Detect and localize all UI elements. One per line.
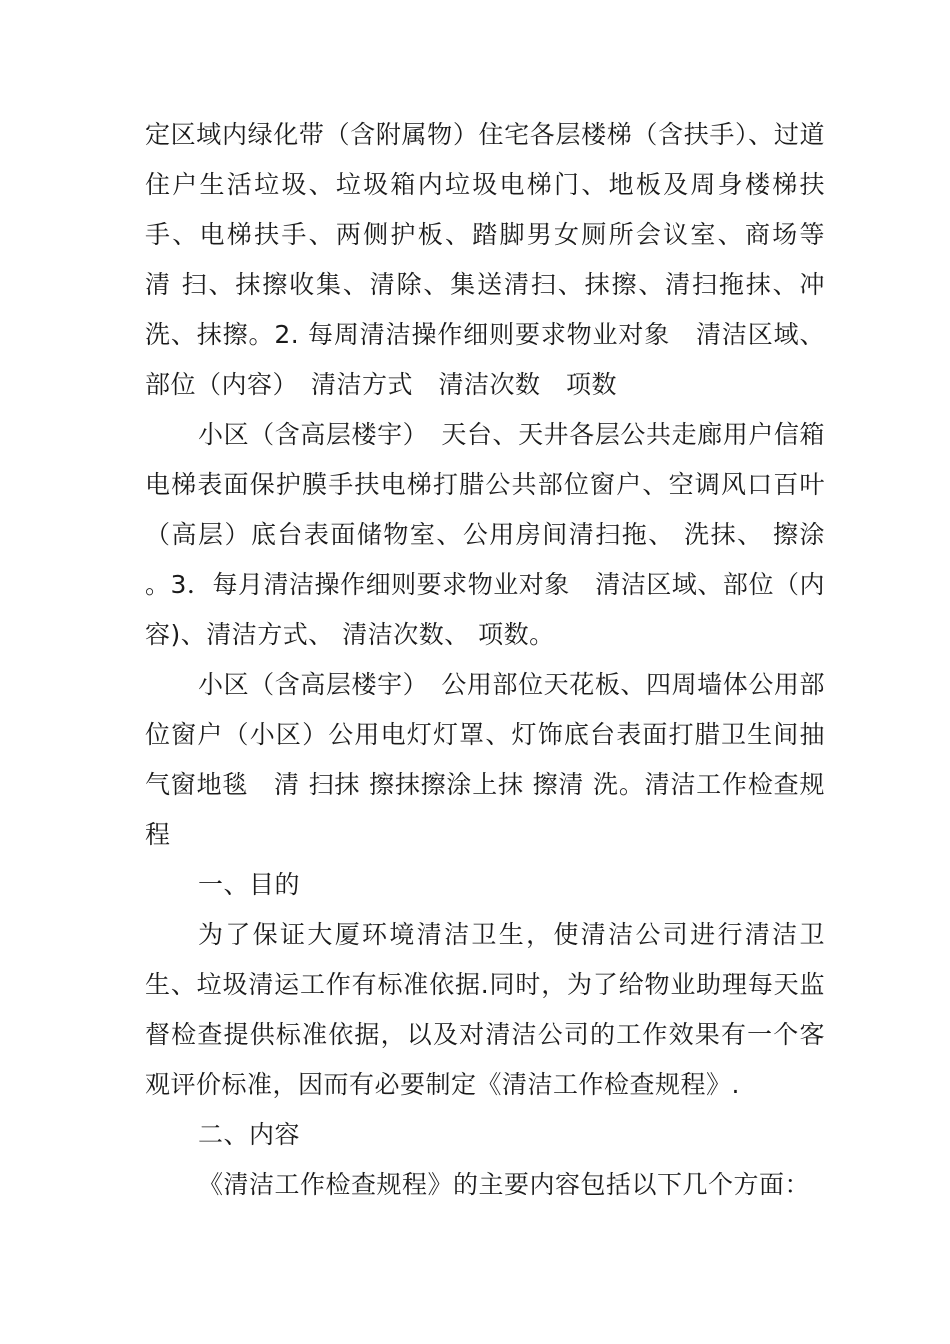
document-page bbox=[145, 110, 851, 1210]
paragraph-purpose: 为了保证大厦环境清洁卫生，使清洁公司进行清洁卫生、垃圾清运工作有标准依据.同时，为了给物业助理每天监督检查提供标准依据，以及对清洁公司的工作效果有一个客观评价标准，因而有必要制定《清洁工作检查规程》. bbox=[145, 920, 825, 1099]
section-heading-purpose: 一、目的 bbox=[198, 870, 301, 899]
section-heading-content: 二、内容 bbox=[198, 1120, 301, 1149]
paragraph-monthly-details: 小区（含高层楼宇） 公用部位天花板、四周墙体公用部位窗户（小区）公用电灯灯罩、灯饰底台表面打腊卫生间抽气窗地毯 清 扫抹 擦抹擦涂上抹 擦清 洗。清洁工作检查规程 bbox=[145, 670, 825, 849]
paragraph-weekly-details: 小区（含高层楼宇） 天台、天井各层公共走廊用户信箱电梯表面保护膜手扶电梯打腊公共部位窗户、空调风口百叶（高层）底台表面储物室、公用房间清扫拖、 洗抹、 擦涂 。3．每月清洁操作细则要求物业对象 清洁区域、部位（内容)、清洁方式、 清洁次数、 项数。 bbox=[145, 420, 825, 649]
paragraph-cleaning-duties: 定区域内绿化带（含附属物）住宅各层楼梯（含扶手）、过道住户生活垃圾、垃圾箱内垃圾电梯门、地板及周身楼梯扶手、电梯扶手、两侧护板、踏脚男女厕所会议室、商场等 清 扫、抹擦收集、清除、集送清扫、抹擦、清扫拖抹、冲洗、抹擦。2. 每周清洁操作细则要求物业对象 清洁区域、部位（内容） 清洁方式 清洁次数 项数 bbox=[145, 120, 851, 399]
paragraph-content-intro: 《清洁工作检查规程》的主要内容包括以下几个方面： bbox=[198, 1170, 811, 1199]
